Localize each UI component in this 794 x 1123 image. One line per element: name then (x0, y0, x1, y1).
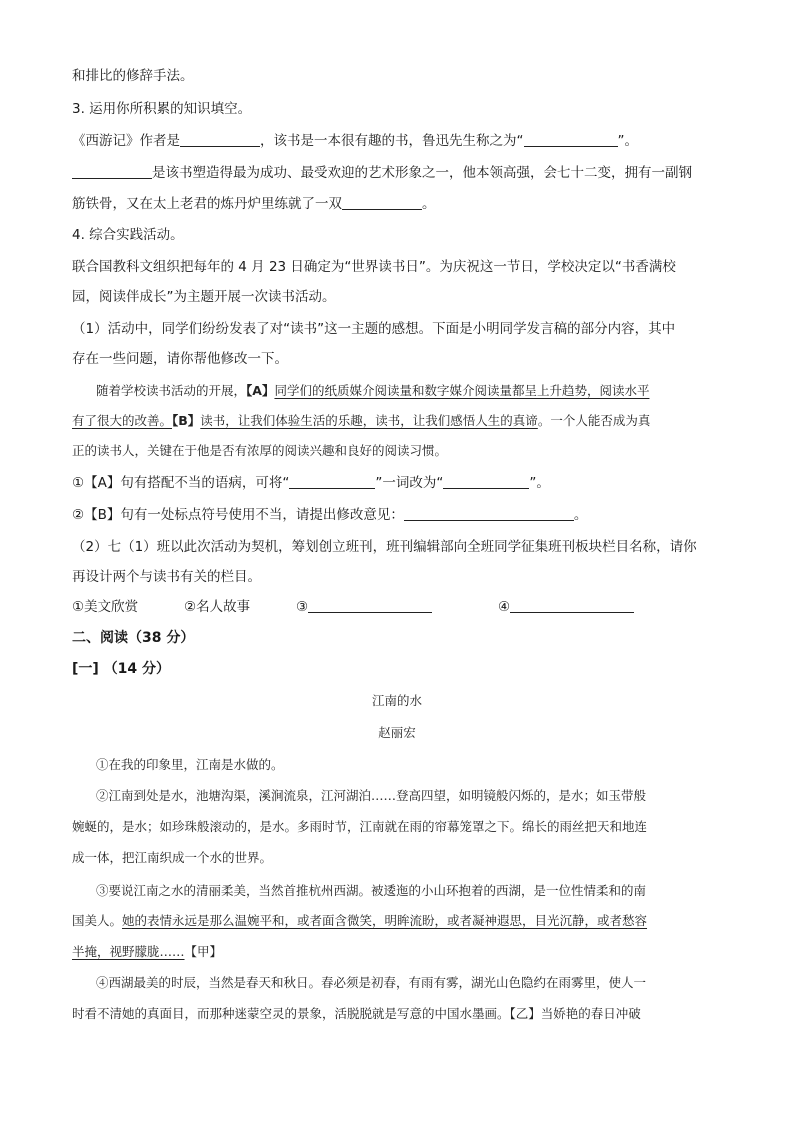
text: 时看不清她的真面目，而那种迷蒙空灵的景象，活脱脱就是写意的中国水墨画。【乙】当娇艳的春日冲破 (72, 1006, 641, 1021)
underlined-text: 她的表情永远是那么温婉平和，或者面含微笑，明眸流盼，或者凝神遐思，目光沉静，或者愁容 (122, 913, 648, 928)
column-options (72, 598, 138, 616)
fill-blank[interactable] (404, 506, 574, 521)
text: （1）活动中，同学们纷纷发表了对“读书”这一主题的感想。下面是小明同学发言稿的部分内容，其中 (72, 321, 676, 337)
column-options (498, 598, 634, 616)
text-line (72, 288, 336, 306)
speech-line (96, 382, 649, 400)
text: 是该书塑造得最为成功、最受欢迎的艺术形象之一，他本领高强，会七十二变，拥有一副钢 (152, 165, 692, 181)
paragraph-line (72, 943, 222, 961)
text: 成一体，把江南织成一个水的世界。 (72, 850, 273, 865)
fill-blank[interactable] (180, 132, 260, 147)
text-line (72, 195, 436, 213)
fill-blank[interactable] (308, 598, 432, 613)
text: 随着学校读书活动的开展， (96, 383, 247, 398)
text: 正的读书人，关键在于他是否有浓厚的阅读兴趣和良好的阅读习惯。 (72, 443, 448, 458)
text: ①在我的印象里，江南是水做的。 (96, 757, 284, 772)
text: ②江南到处是水，池塘沟渠，溪涧流泉，江河湖泊……登高四望，如明镜般闪烁的，是水；如玉带般 (96, 788, 647, 803)
option-4: ④ (498, 599, 511, 615)
article-title (0, 692, 794, 710)
paragraph-line (96, 882, 646, 900)
text: 《西游记》作者是 (72, 133, 180, 149)
paragraph-line (96, 787, 646, 805)
text: ”一词改为“ (375, 475, 444, 491)
text: 存在一些问题，请你帮他修改一下。 (72, 351, 288, 367)
question-4 (72, 226, 184, 244)
article-author (0, 724, 794, 742)
text-line (72, 67, 194, 85)
section-subheading (72, 660, 170, 678)
text-line (72, 568, 261, 586)
text: 再设计两个与读书有关的栏目。 (72, 569, 261, 585)
text: ”。 (529, 475, 550, 491)
text: 江南的水 (371, 693, 422, 708)
fill-blank[interactable] (510, 598, 634, 613)
text-line (72, 320, 675, 338)
fill-blank[interactable] (443, 474, 529, 489)
text: 筋铁骨，又在太上老君的炼丹炉里练就了一双 (72, 196, 342, 212)
text: 3. 运用你所积累的知识填空。 (72, 101, 252, 117)
subquestion-1 (72, 474, 550, 492)
paragraph-line (72, 818, 647, 836)
text: 二、阅读（38 分） (72, 630, 195, 646)
column-options (184, 598, 250, 616)
fill-blank[interactable] (524, 132, 618, 147)
marker-b: 【B】 (172, 413, 201, 428)
text: 赵丽宏 (378, 725, 416, 740)
text-line (72, 132, 638, 150)
paragraph-line (72, 1005, 641, 1023)
marker-jia: 【甲】 (184, 944, 223, 959)
paragraph-line (72, 912, 647, 930)
text: ①【A】句有搭配不当的语病，可将“ (72, 475, 290, 491)
text-line (72, 538, 697, 556)
speech-line (72, 412, 650, 430)
question-3 (72, 100, 251, 118)
text-line (72, 258, 676, 276)
fill-blank[interactable] (289, 474, 375, 489)
column-options (296, 598, 432, 616)
text: ，该书是一本很有趣的书，鲁迅先生称之为“ (260, 133, 524, 149)
underlined-text: 半掩，视野朦胧…… (72, 944, 185, 959)
paragraph-line (72, 849, 272, 867)
paragraph-line (96, 974, 646, 992)
text: 。一个人能否成为真 (537, 413, 651, 428)
fill-blank[interactable] (342, 195, 422, 210)
text: ④西湖最美的时辰，当然是春天和秋日。春必须是初春，有雨有雾，湖光山色隐约在雨雾里，使人一 (96, 975, 647, 990)
text: 4. 综合实践活动。 (72, 227, 184, 243)
paragraph-line (96, 756, 284, 774)
text: 。 (422, 196, 436, 212)
option-1: ①美文欣赏 (72, 599, 139, 615)
text: 国美人。 (72, 913, 123, 928)
underlined-text: 有了很大的改善。 (72, 413, 173, 428)
underlined-text: 读书，让我们体验生活的乐趣，读书，让我们感悟人生的真谛 (200, 413, 538, 428)
text: ②【B】句有一处标点符号使用不当，请提出修改意见： (72, 507, 404, 523)
speech-line (72, 442, 447, 460)
underlined-text: 同学们的纸质媒介阅读量和数字媒介阅读量都呈上升趋势，阅读水平 (274, 383, 650, 398)
text: ③要说江南之水的清丽柔美，当然首推杭州西湖。被逶迤的小山环抱着的西湖，是一位性情柔和的南 (96, 883, 647, 898)
text-line (72, 164, 692, 182)
section-heading (72, 629, 194, 647)
text: ”。 (617, 133, 638, 149)
text-line (72, 350, 288, 368)
text: [一] （14 分） (72, 661, 171, 677)
option-2: ②名人故事 (184, 599, 251, 615)
marker-a: 【A】 (246, 383, 275, 398)
option-3: ③ (296, 599, 309, 615)
text: 联合国教科文组织把每年的 4 月 23 日确定为“世界读书日”。为庆祝这一节日，学校决定以“书香满校 (72, 259, 676, 275)
text: 婉蜒的，是水；如珍珠般滚动的，是水。多雨时节，江南就在雨的帘幕笼罩之下。绵长的雨丝把天和地连 (72, 819, 648, 834)
text: 园，阅读伴成长”为主题开展一次读书活动。 (72, 289, 336, 305)
text: （2）七（1）班以此次活动为契机，筹划创立班刊，班刊编辑部向全班同学征集班刊板块栏目名称，请你 (72, 539, 697, 555)
text: 和排比的修辞手法。 (72, 68, 194, 84)
fill-blank[interactable] (72, 164, 152, 179)
subquestion-2 (72, 506, 587, 524)
text: 。 (573, 507, 588, 523)
